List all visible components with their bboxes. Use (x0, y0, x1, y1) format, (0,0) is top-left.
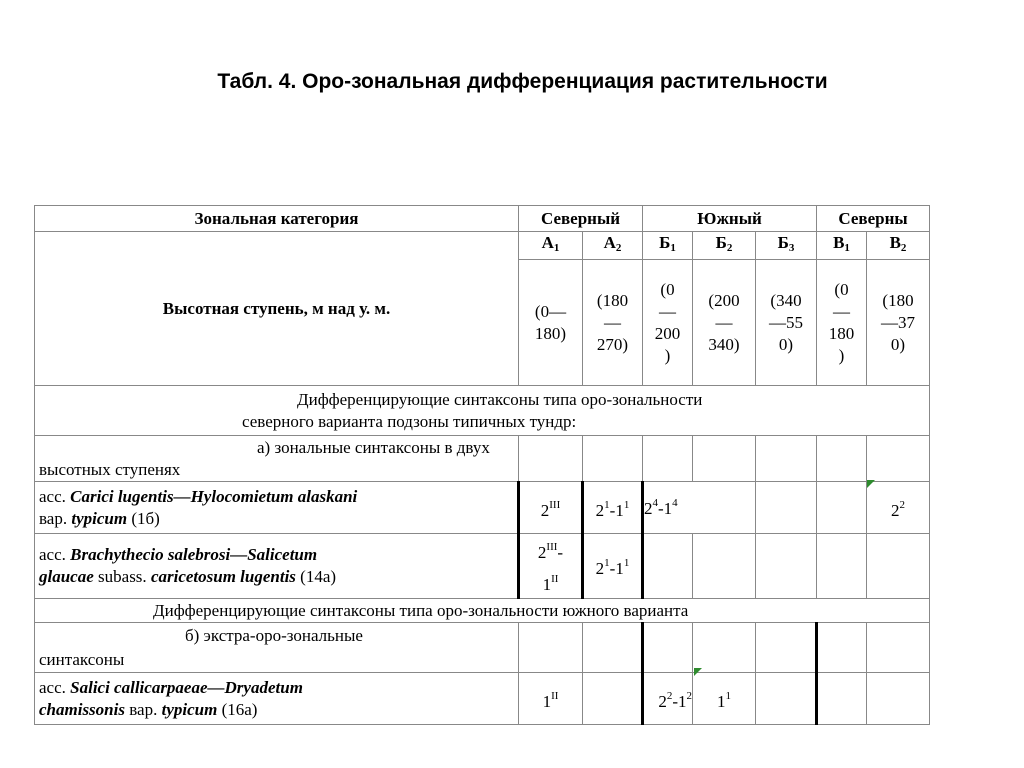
col-b1-header: $Б_1$ (643, 232, 693, 260)
range-v1: (0 — 180 ) (817, 260, 867, 386)
col-v2-header: $В_2$ (867, 232, 930, 260)
col-v1-header: $В_1$ (817, 232, 867, 260)
section-north-heading: Дифференцирующие синтаксоны типа оро-зональности северного варианта подзоны типичных тундр: (35, 386, 930, 436)
syntaxon-row-2: асс. Brachythecio salebrosi—Salicetum glaucae subass. caricetosum lugentis (14а) (35, 534, 519, 599)
col-b3-header: $Б_3$ (756, 232, 817, 260)
col-a2-header: $А_2$ (583, 232, 643, 260)
subheading-b: б) экстра-оро-зональные синтаксоны (35, 623, 519, 673)
syntaxon-row-1: асс. Carici lugentis—Hylocomietum alaskani вар. typicum (1б) (35, 482, 519, 534)
r1-a1-value: $2^{III}$ (519, 482, 583, 534)
r1-b1-value: $2^4-1^4$ (643, 482, 756, 534)
altitude-label: Высотная ступень, м над у. м. (35, 232, 519, 386)
r3-b2-value: $1^1$ (693, 673, 756, 725)
range-b2: (200 — 340) (693, 260, 756, 386)
r2-a2-value: $2^1-1^1$ (583, 534, 643, 599)
range-a1: (0— 180) (519, 260, 583, 386)
col-a1-header: $А_1$ (519, 232, 583, 260)
range-v2: (180 —37 0) (867, 260, 930, 386)
r3-b1-value: $2^2-1^2$ (643, 673, 693, 725)
range-a2: (180 — 270) (583, 260, 643, 386)
syntaxon-row-3: асс. Salici callicarpaeae—Dryadetum chamissonis вар. typicum (16а) (35, 673, 519, 725)
r1-v2-value: $2^2$ (867, 482, 930, 534)
comment-marker-icon (694, 668, 702, 676)
range-b3: (340 —55 0) (756, 260, 817, 386)
group-north-header: Северный (519, 206, 643, 232)
group-north2-header: Северны (817, 206, 930, 232)
group-south-header: Южный (643, 206, 817, 232)
orozonal-table (34, 205, 930, 725)
subheading-a: а) зональные синтаксоны в двух высотных ступенях (35, 436, 519, 482)
section-south-heading: Дифференцирующие синтаксоны типа оро-зональности южного варианта (35, 599, 930, 623)
r2-a1-value: $2^{III}-$ $1^{II}$ (519, 534, 583, 599)
zonal-category-header: Зональная категория (35, 206, 519, 232)
page-title: Табл. 4. Оро-зональная дифференциация растительности (217, 70, 828, 93)
r3-a1-value: $1^{II}$ (519, 673, 583, 725)
r1-a2-value: $2^1-1^1$ (583, 482, 643, 534)
range-b1: (0 — 200 ) (643, 260, 693, 386)
col-b2-header: $Б_2$ (693, 232, 756, 260)
comment-marker-icon (867, 480, 875, 488)
